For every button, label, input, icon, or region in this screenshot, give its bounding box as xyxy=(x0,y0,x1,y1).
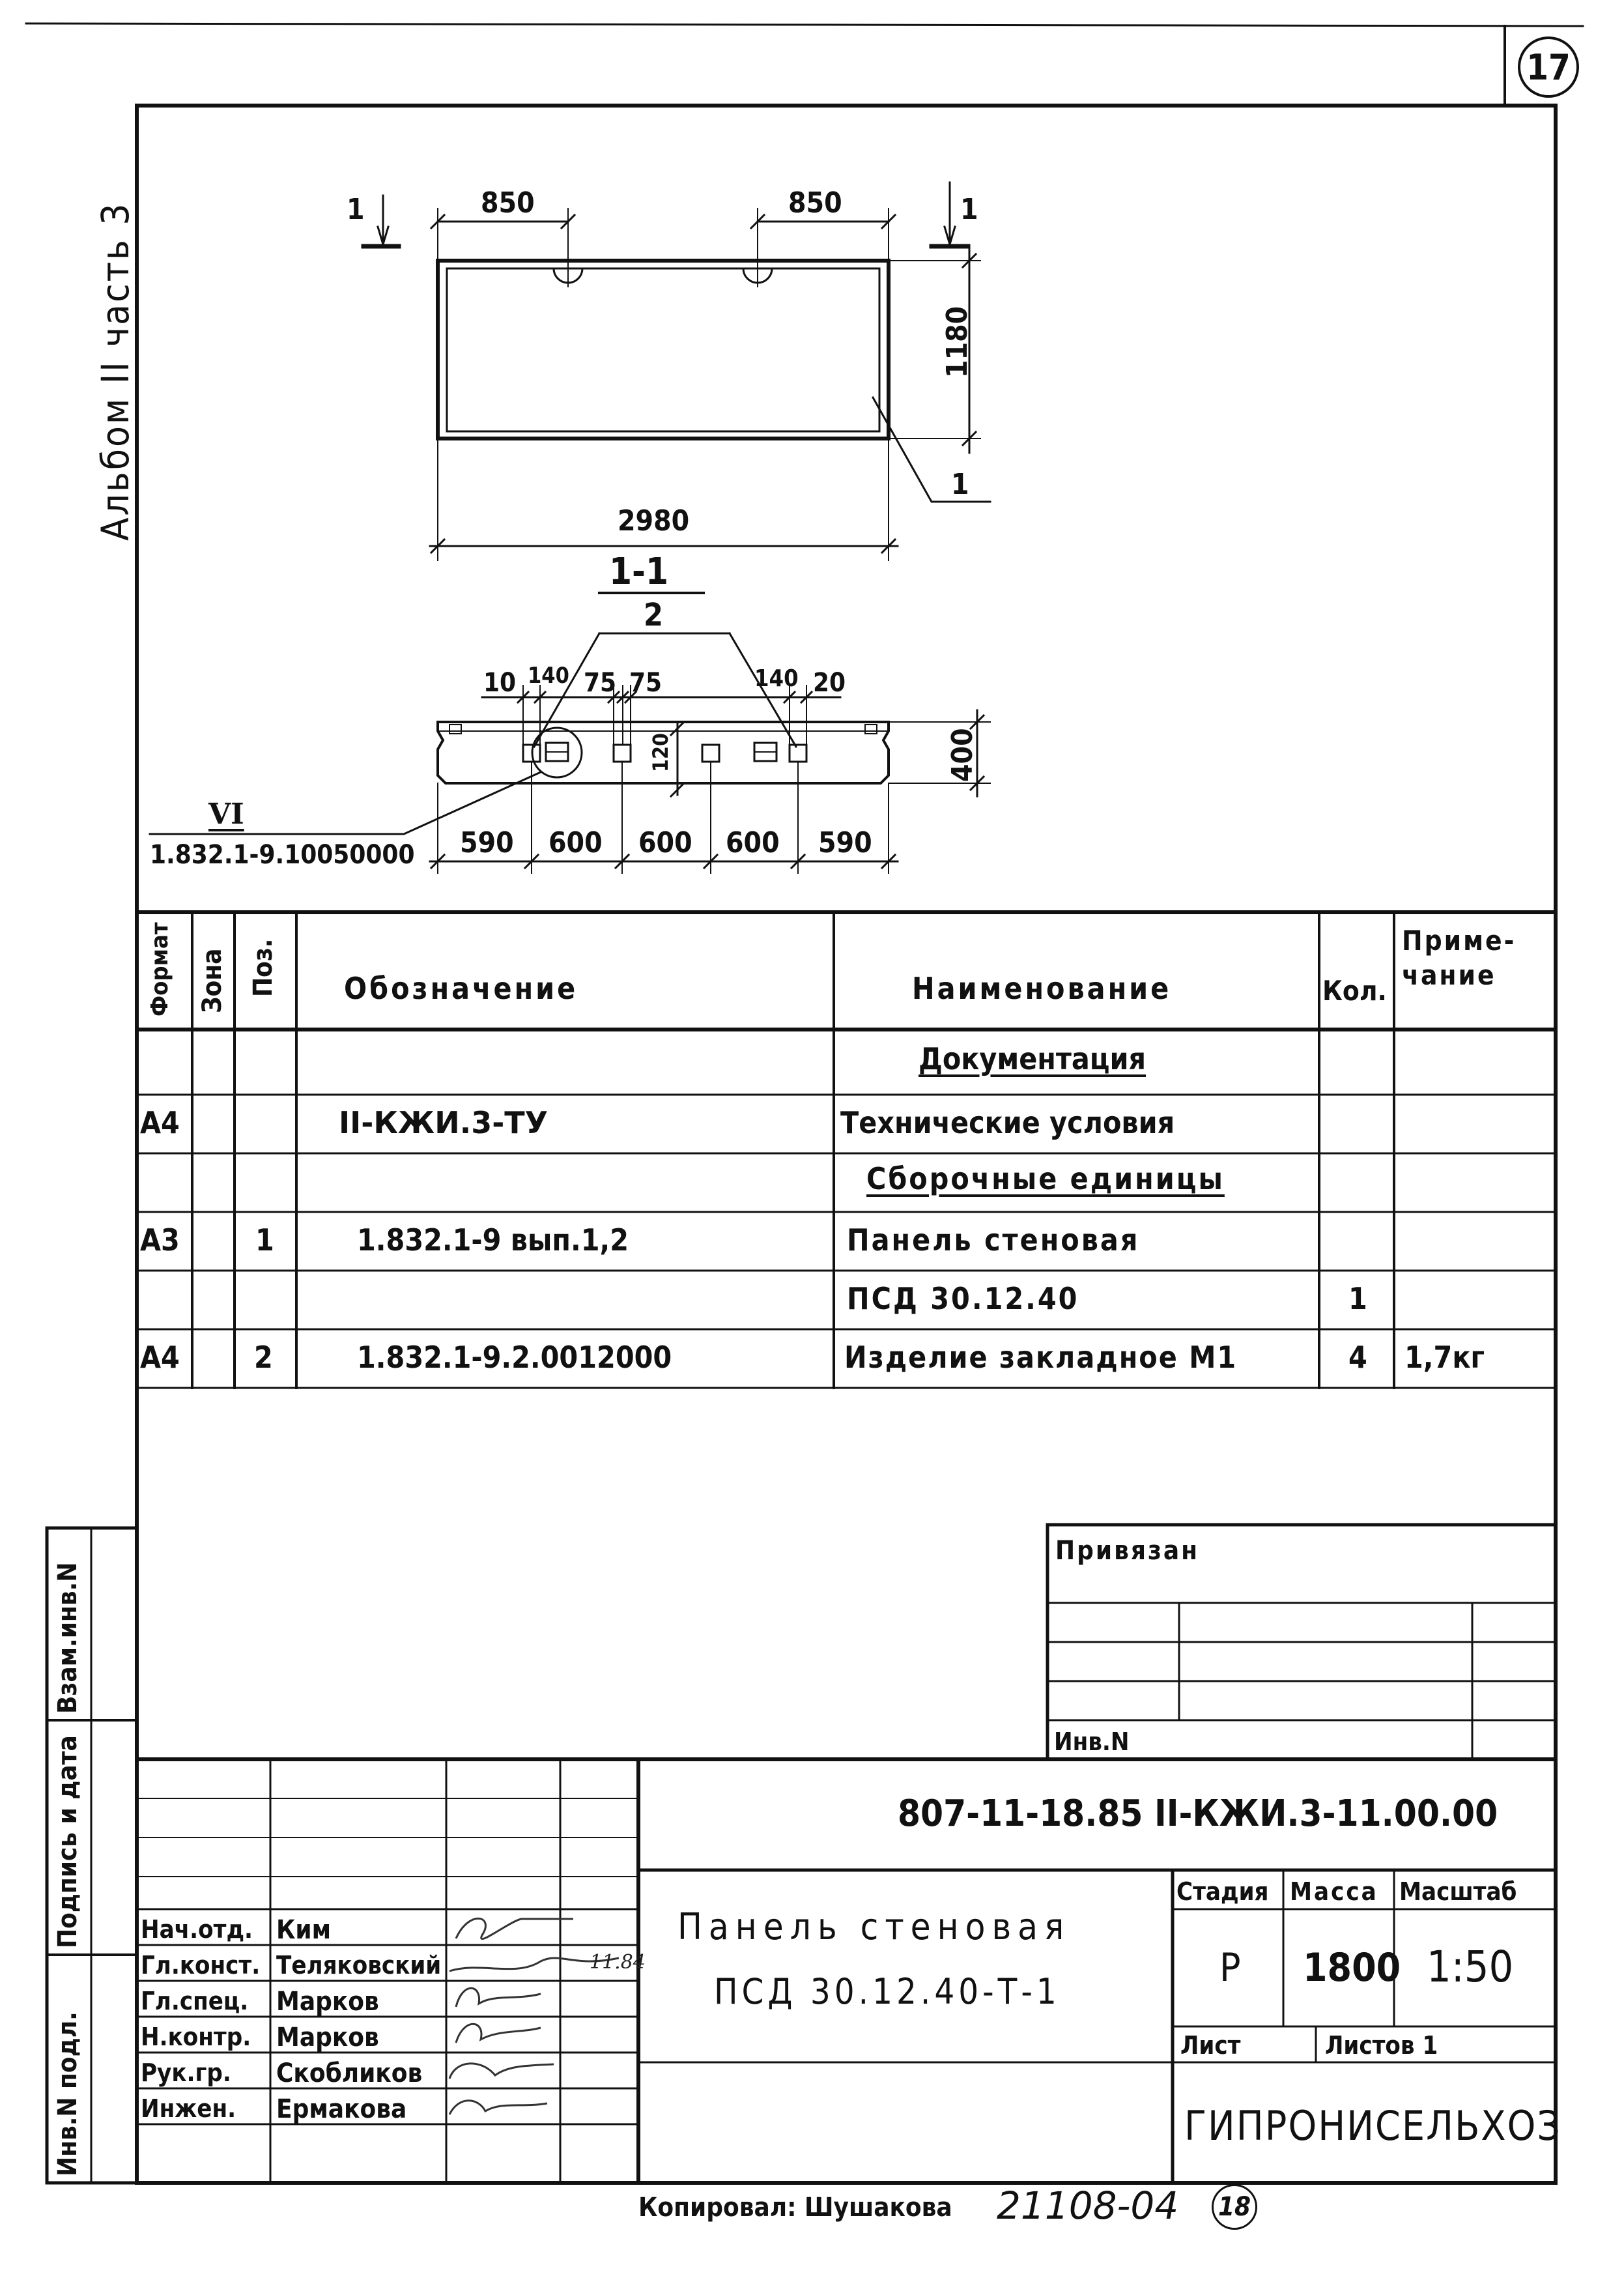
dim-850-right: 850 xyxy=(788,186,842,220)
dim-top-20: 20 xyxy=(813,668,846,698)
side-inv-podl: Инв.N подл. xyxy=(53,2011,83,2176)
header-name: Наименование xyxy=(912,971,1172,1006)
staff-name-6: Ермакова xyxy=(276,2094,407,2124)
row-5-pos: 2 xyxy=(254,1340,273,1375)
section-mark-right: 1 xyxy=(960,193,978,226)
row-4-qty: 1 xyxy=(1348,1281,1367,1316)
row-3-format: А3 xyxy=(140,1222,180,1258)
row-3-name: Панель стеновая xyxy=(847,1222,1140,1258)
section-title: 1-1 xyxy=(609,551,669,593)
dim-1180: 1180 xyxy=(941,306,974,378)
mass-value: 1800 xyxy=(1303,1945,1401,1991)
sheets-label: Листов 1 xyxy=(1325,2031,1438,2060)
row-1-format: А4 xyxy=(140,1105,180,1140)
row-assembly-heading: Сборочные единицы xyxy=(866,1161,1225,1196)
product-name-line1: Панель стеновая xyxy=(677,1906,1071,1948)
node-label: VI xyxy=(208,798,244,831)
dim-top-75b: 75 xyxy=(629,668,662,698)
header-qty: Кол. xyxy=(1322,975,1387,1007)
row-5-name: Изделие закладное М1 xyxy=(844,1340,1238,1375)
date-note: 11.84 xyxy=(590,1951,646,1974)
node-ref: 1.832.1-9.10050000 xyxy=(150,840,415,870)
stage-value: Р xyxy=(1219,1945,1241,1991)
stage-label: Стадия xyxy=(1176,1877,1269,1906)
staff-role-4: Н.контр. xyxy=(141,2023,251,2051)
dim-top-75a: 75 xyxy=(584,668,617,698)
staff-name-5: Скобликов xyxy=(276,2058,423,2088)
row-1-name: Технические условия xyxy=(840,1105,1175,1140)
header-pos: Поз. xyxy=(248,938,278,997)
copied-by: Копировал: Шушакова xyxy=(638,2193,952,2223)
scale-value: 1:50 xyxy=(1427,1942,1514,1992)
staff-role-6: Инжен. xyxy=(141,2094,236,2123)
section-mark-left: 1 xyxy=(347,193,365,226)
row-1-designation: II-КЖИ.3-ТУ xyxy=(339,1105,548,1140)
side-vzam: Взам.инв.N xyxy=(53,1562,83,1714)
dim-bottom-600b: 600 xyxy=(638,826,692,859)
plan-view xyxy=(363,182,990,560)
dim-bottom-590a: 590 xyxy=(460,826,514,859)
scale-label: Масштаб xyxy=(1399,1877,1517,1906)
staff-role-3: Гл.спец. xyxy=(141,1987,249,2015)
staff-role-5: Рук.гр. xyxy=(141,2058,231,2087)
mass-label: Масса xyxy=(1290,1877,1378,1906)
row-4-name: ПСД 30.12.40 xyxy=(847,1281,1079,1316)
staff-role-1: Нач.отд. xyxy=(141,1915,253,1944)
dim-400: 400 xyxy=(946,728,979,782)
callout-pos-1: 1 xyxy=(951,468,969,501)
inv-label: Инв.N xyxy=(1054,1727,1130,1756)
staff-name-1: Ким xyxy=(276,1915,332,1945)
dim-top-10: 10 xyxy=(483,668,517,698)
row-3-pos: 1 xyxy=(255,1222,274,1258)
row-5-qty: 4 xyxy=(1348,1340,1367,1375)
privyazan-title: Привязан xyxy=(1055,1536,1200,1566)
sheet-label: Лист xyxy=(1180,2031,1241,2060)
drawing-code: 807-11-18.85 II-КЖИ.3-11.00.00 xyxy=(898,1793,1498,1835)
row-5-note: 1,7кг xyxy=(1404,1340,1485,1375)
staff-name-3: Марков xyxy=(276,1987,379,2017)
dim-bottom-590b: 590 xyxy=(818,826,872,859)
row-3-designation: 1.832.1-9 вып.1,2 xyxy=(357,1222,629,1258)
album-label: Альбом II часть 3 xyxy=(93,201,137,541)
row-5-format: А4 xyxy=(140,1340,180,1375)
header-format: Формат xyxy=(147,922,173,1016)
staff-name-2: Теляковский xyxy=(276,1951,442,1980)
callout-pos-2: 2 xyxy=(644,597,664,633)
dim-top-140a: 140 xyxy=(528,663,569,689)
staff-name-4: Марков xyxy=(276,2023,379,2053)
row-docs-heading: Документация xyxy=(919,1041,1147,1076)
row-5-designation: 1.832.1-9.2.0012000 xyxy=(357,1340,672,1375)
product-name-line2: ПСД 30.12.40-Т-1 xyxy=(714,1971,1061,2012)
header-note: Приме- чание xyxy=(1402,925,1517,991)
dim-120: 120 xyxy=(648,732,673,772)
dim-850-left: 850 xyxy=(481,186,535,220)
footer-circle: 18 xyxy=(1212,2184,1257,2230)
dim-bottom-600a: 600 xyxy=(548,826,603,859)
dim-top-140b: 140 xyxy=(754,665,799,692)
dim-2980: 2980 xyxy=(618,504,690,538)
header-zone: Зона xyxy=(197,948,227,1013)
page-number: 17 xyxy=(1518,36,1579,98)
dim-bottom-600c: 600 xyxy=(726,826,780,859)
header-designation: Обозначение xyxy=(344,971,578,1006)
staff-role-2: Гл.конст. xyxy=(141,1951,261,1980)
side-podpis: Подпись и дата xyxy=(53,1735,83,1948)
organization: ГИПРОНИСЕЛЬХОЗ xyxy=(1184,2102,1562,2150)
archive-number: 21108-04 xyxy=(997,2183,1179,2228)
